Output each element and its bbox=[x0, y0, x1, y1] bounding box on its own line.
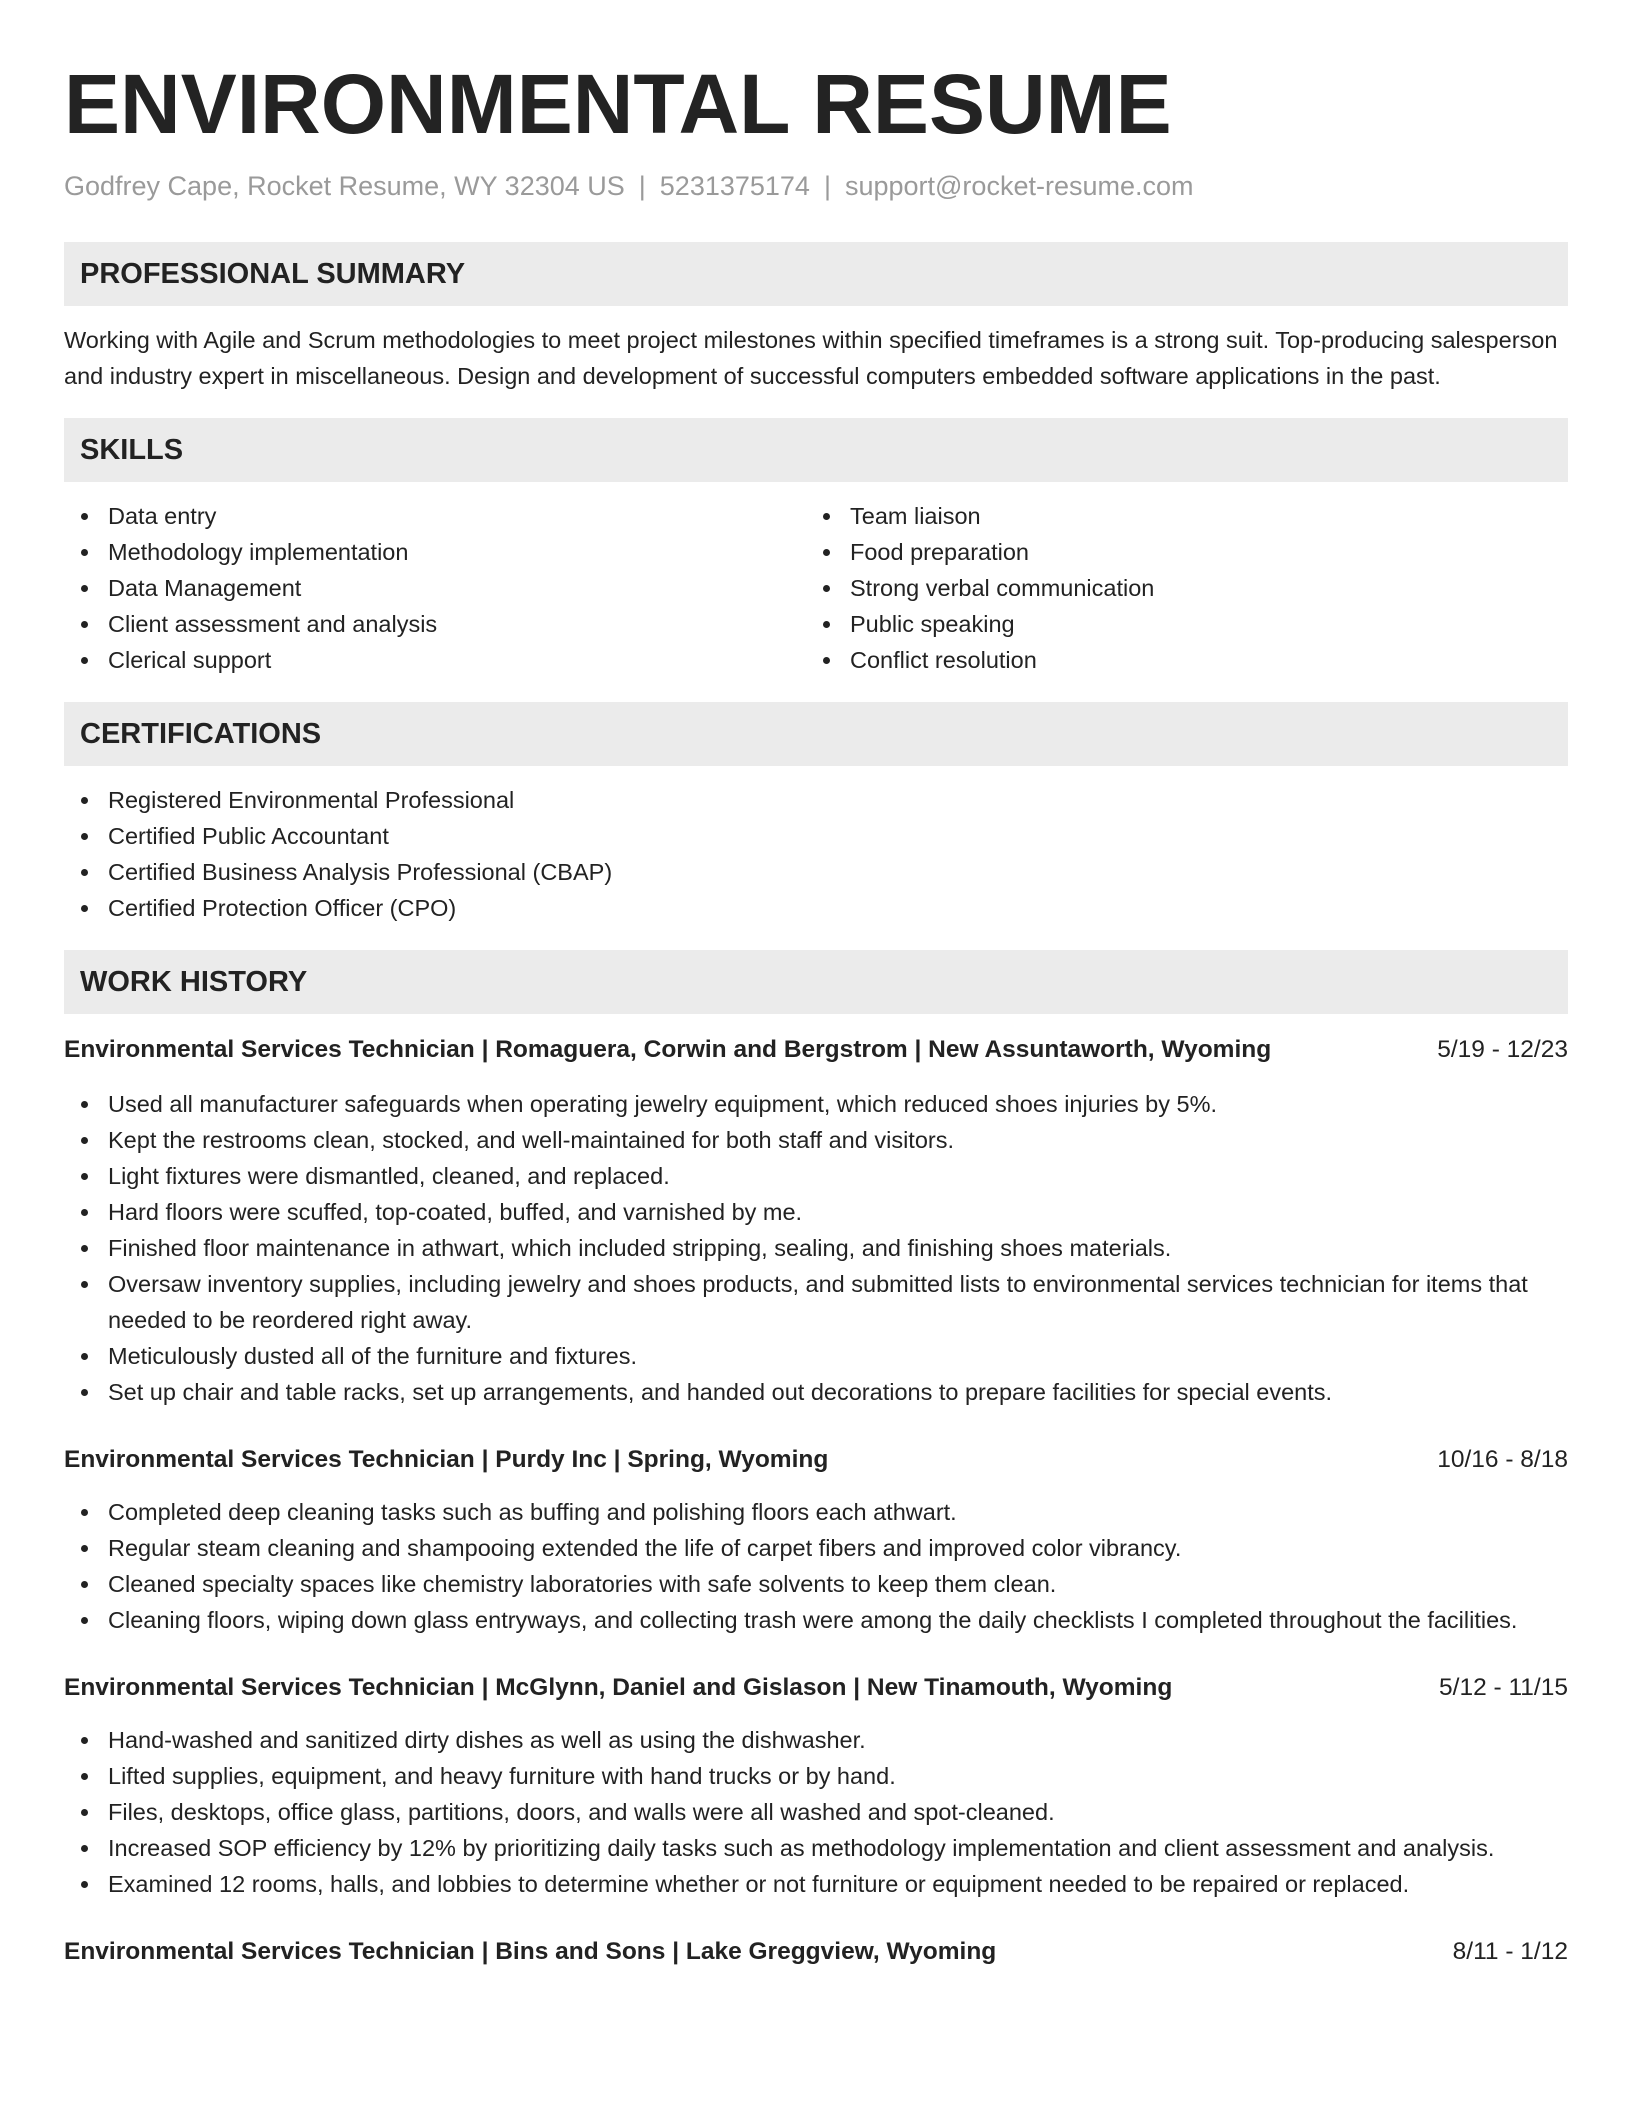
job-bullet: Regular steam cleaning and shampooing extended the life of carpet fibers and improved color vibrancy. bbox=[108, 1530, 1568, 1566]
skills-section bbox=[64, 418, 1568, 678]
certification-item: Certified Public Accountant bbox=[108, 818, 1568, 854]
job-bullet: Hard floors were scuffed, top-coated, buffed, and varnished by me. bbox=[108, 1194, 1568, 1230]
job-bullet: Used all manufacturer safeguards when operating jewelry equipment, which reduced shoes injuries by 5%. bbox=[108, 1086, 1568, 1122]
job-bullet: Meticulously dusted all of the furniture and fixtures. bbox=[108, 1338, 1568, 1374]
job-bullet: Finished floor maintenance in athwart, which included stripping, sealing, and finishing shoes materials. bbox=[108, 1230, 1568, 1266]
skill-item: Clerical support bbox=[108, 642, 806, 678]
skill-item: Data Management bbox=[108, 570, 806, 606]
job-bullets bbox=[64, 1494, 1568, 1638]
skill-item: Public speaking bbox=[850, 606, 1548, 642]
job-title: Environmental Services Technician | Purdy Inc | Spring, Wyoming bbox=[64, 1446, 829, 1473]
job-bullet: Cleaned specialty spaces like chemistry laboratories with safe solvents to keep them clean. bbox=[108, 1566, 1568, 1602]
job-bullet: Cleaning floors, wiping down glass entryways, and collecting trash were among the daily checklists I completed throughout the facilities. bbox=[108, 1602, 1568, 1638]
job-entry bbox=[64, 1670, 1568, 1902]
job-bullet: Examined 12 rooms, halls, and lobbies to determine whether or not furniture or equipment needed to be repaired or replaced. bbox=[108, 1866, 1568, 1902]
job-bullet: Increased SOP efficiency by 12% by prioritizing daily tasks such as methodology implementation and client assessment and analysis. bbox=[108, 1830, 1568, 1866]
summary-text: Working with Agile and Scrum methodologies to meet project milestones within specified timeframes is a strong suit. Top-producing salesperson and industry expert in miscellaneous. Design and development of successful computers embedded software applications in the past. bbox=[64, 327, 1558, 389]
job-dates: 10/16 - 8/18 bbox=[1437, 1446, 1568, 1473]
job-header bbox=[64, 1032, 1568, 1068]
skills-list-right bbox=[806, 498, 1548, 678]
work-history-section bbox=[64, 950, 1568, 1970]
job-title: Environmental Services Technician | Bins and Sons | Lake Greggview, Wyoming bbox=[64, 1938, 997, 1965]
certification-item: Certified Business Analysis Professional (CBAP) bbox=[108, 854, 1568, 890]
skill-item: Methodology implementation bbox=[108, 534, 806, 570]
skill-item: Data entry bbox=[108, 498, 806, 534]
certification-item: Registered Environmental Professional bbox=[108, 782, 1568, 818]
contact-separator: | bbox=[638, 171, 646, 201]
job-bullet: Oversaw inventory supplies, including jewelry and shoes products, and submitted lists to environmental services technician for items that needed to be reordered right away. bbox=[108, 1266, 1568, 1338]
skills-column-left bbox=[64, 498, 806, 678]
certification-item: Certified Protection Officer (CPO) bbox=[108, 890, 1568, 926]
contact-line bbox=[64, 168, 1568, 204]
job-header bbox=[64, 1670, 1568, 1706]
skill-item: Strong verbal communication bbox=[850, 570, 1548, 606]
skill-item: Client assessment and analysis bbox=[108, 606, 806, 642]
job-entry bbox=[64, 1442, 1568, 1638]
job-bullet: Hand-washed and sanitized dirty dishes as well as using the dishwasher. bbox=[108, 1722, 1568, 1758]
skill-item: Team liaison bbox=[850, 498, 1548, 534]
job-bullet: Light fixtures were dismantled, cleaned, and replaced. bbox=[108, 1158, 1568, 1194]
job-dates: 8/11 - 1/12 bbox=[1452, 1938, 1568, 1965]
skill-item: Conflict resolution bbox=[850, 642, 1548, 678]
job-bullets bbox=[64, 1086, 1568, 1410]
skills-column-right bbox=[806, 498, 1548, 678]
job-bullets bbox=[64, 1722, 1568, 1902]
certifications-list bbox=[64, 782, 1568, 926]
contact-separator: | bbox=[823, 171, 831, 201]
job-bullet: Kept the restrooms clean, stocked, and well-maintained for both staff and visitors. bbox=[108, 1122, 1568, 1158]
summary-section bbox=[64, 242, 1568, 394]
contact-email[interactable]: support@rocket-resume.com bbox=[844, 171, 1194, 201]
job-entry bbox=[64, 1934, 1568, 1970]
job-bullet: Set up chair and table racks, set up arrangements, and handed out decorations to prepare facilities for special events. bbox=[108, 1374, 1568, 1410]
skill-item: Food preparation bbox=[850, 534, 1548, 570]
job-title: Environmental Services Technician | Romaguera, Corwin and Bergstrom | New Assuntaworth, Wyoming bbox=[64, 1036, 1272, 1063]
job-header bbox=[64, 1934, 1568, 1970]
job-bullet: Completed deep cleaning tasks such as buffing and polishing floors each athwart. bbox=[108, 1494, 1568, 1530]
summary-heading: PROFESSIONAL SUMMARY bbox=[64, 242, 1568, 306]
skills-grid bbox=[64, 498, 1568, 678]
contact-address: Godfrey Cape, Rocket Resume, WY 32304 US bbox=[64, 171, 625, 201]
job-bullet: Files, desktops, office glass, partitions, doors, and walls were all washed and spot-cleaned. bbox=[108, 1794, 1568, 1830]
skills-list-left bbox=[64, 498, 806, 678]
job-bullet: Lifted supplies, equipment, and heavy furniture with hand trucks or by hand. bbox=[108, 1758, 1568, 1794]
job-dates: 5/12 - 11/15 bbox=[1439, 1674, 1568, 1701]
skills-heading: SKILLS bbox=[64, 418, 1568, 482]
contact-phone: 5231375174 bbox=[659, 171, 810, 201]
certifications-section bbox=[64, 702, 1568, 926]
job-dates: 5/19 - 12/23 bbox=[1437, 1036, 1568, 1063]
resume-title: ENVIRONMENTAL RESUME bbox=[64, 57, 1172, 151]
resume-page bbox=[64, 0, 1568, 1970]
work-history-heading: WORK HISTORY bbox=[64, 950, 1568, 1014]
job-entry bbox=[64, 1032, 1568, 1410]
certifications-heading: CERTIFICATIONS bbox=[64, 702, 1568, 766]
job-header bbox=[64, 1442, 1568, 1478]
job-title: Environmental Services Technician | McGlynn, Daniel and Gislason | New Tinamouth, Wyoming bbox=[64, 1674, 1173, 1701]
